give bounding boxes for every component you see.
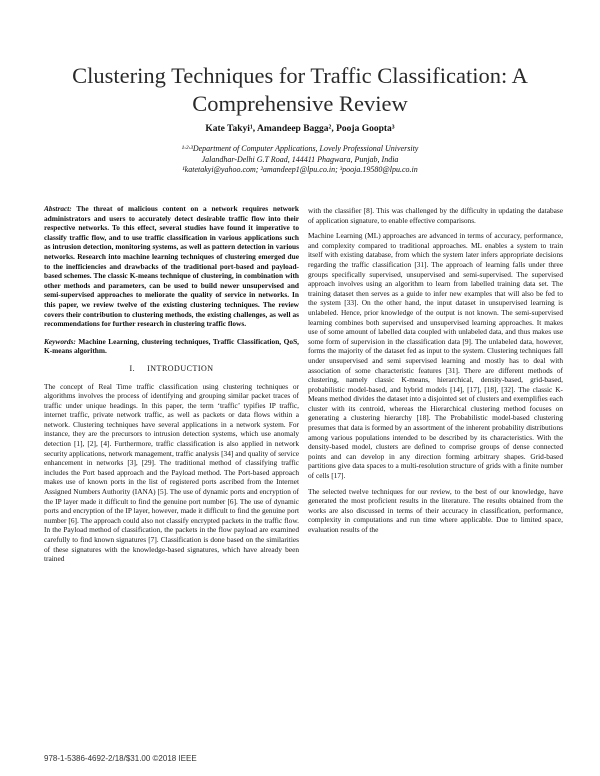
- keywords-label: Keywords:: [44, 336, 76, 346]
- author-emails: ¹katetakyi@yahoo.com; ²amandeep1@lpu.co.in; ³pooja.19580@lpu.co.in: [182, 165, 418, 174]
- right-column: [308, 206, 563, 541]
- section-heading: [44, 364, 299, 374]
- affiliation-line: Jalandhar-Delhi G.T Road, 144411 Phagwara, Punjab, India: [201, 154, 399, 164]
- section-title: INTRODUCTION: [147, 363, 214, 373]
- body-paragraph: with the classifier [8]. This was challenged by the difficulty in updating the database of application signature, to enable effective comparisons.: [308, 206, 563, 225]
- abstract: [44, 204, 299, 329]
- affiliations: [40, 144, 560, 176]
- keywords-text: Machine Learning, clustering techniques, Traffic Classification, QoS, K-means algorithm.: [44, 336, 299, 356]
- affiliation-line: ¹·²·³Department of Computer Applications, Lovely Professional University: [181, 144, 419, 153]
- section-number: I.: [129, 363, 136, 373]
- left-column: [44, 204, 299, 570]
- copyright-footer: 978-1-5386-4692-2/18/$31.00 ©2018 IEEE: [44, 754, 197, 763]
- body-paragraph: The selected twelve techniques for our review, to the best of our knowledge, have generated the most proficient results in the literature. The results obtained from the works are also discussed in terms of their accuracy in classification, performance, complexity in computations and run time where applicable. Due to limited space, evaluation results of the: [308, 486, 563, 534]
- abstract-label: Abstract:: [44, 204, 72, 213]
- abstract-text: The threat of malicious content on a network requires network administrators and users to accurately detect desirable traffic flow into their respective networks. To this effect, several studies have found it imperative to classify traffic flow, and to use traffic classification in various applications such as intrusion detection, monitoring systems, as well as pattern detection in various networks. Research into machine learning techniques of clustering emerged due to the inefficiencies and drawbacks of the traditional port-based and payload-based schemes. The classic K-means technique of clustering, in combination with other methods and parameters, can be used to build newer unsupervised and semi-supervised approaches to meliorate the quality of service in networks. In this paper, we review twelve of the existing clustering techniques. The review covers their contribution to clustering methods, the existing challenges, as well as recommendations for further research in clustering traffic flows.: [44, 204, 299, 329]
- body-paragraph: Machine Learning (ML) approaches are advanced in terms of accuracy, performance, and complexity compared to traditional approaches. ML enables a system to train itself with existing database, from which the system later infers appropriate decisions regarding the traffic classification [31]. The approach of learning falls under three groups specifically supervised, unsupervised and semi-supervised. The supervised approach involves using an algorithm to learn from labelled training data set. The training dataset then serves as a guide to infer new examples that will also be fed to the system [33]. On the other hand, the input dataset in unsupervised learning is unlabeled. Hence, prior knowledge of the output is not known. The semi-supervised learning combines both supervised and unsupervised learning approaches. It makes use of some amount of labelled data coupled with unlabeled data, and thus makes use some form of supervision in the classification data [9]. The unlabeled data, however, forms the majority of the dataset fed as input to the system. Clustering techniques fall under unsupervised and semi supervised learning and mostly has to deal with association of some characteristic features [31]. There are different methods of clustering, namely classic K-means, hierarchical, density-based, grid-based, probabilistic model-based, and hybrid models [14], [17], [18], [32]. The classic K-Means method divides the dataset into a disjointed set of clusters and exemplifies each cluster with its centroid, whereas the Hierarchical clustering method focuses on generating a clustering hierarchy [18]. The Probabilistic model-based clustering presumes that data is formed by an assortment of the inherent probability distributions among various populations intended to be described by its characteristics. With the density-based model, clusters are defined to comprise groups of dense connected points and can develop in any direction forming arbitrary shapes. Grid-based partitions give data spaces to a multi-resolution structure of grids with a finite number of cells [17].: [308, 231, 563, 481]
- body-paragraph: The concept of Real Time traffic classification using clustering techniques or algorithms involves the process of identifying and grouping similar packet traces of traffic under unique headings. In this paper, the term ‘traffic’ typifies IP traffic, internet traffic, private network traffic, as well as packets or data flows within a network. Clustering techniques have several applications in a network system. For instance, they are the precursors to intrusion detection systems, which use anomaly detection [1], [2], [4]. Furthermore, traffic classification is also applied in network security applications, network management, traffic analysis [34] and quality of service enhancement in networks [3], [29]. The traditional method of classifying traffic includes the Port based approach and the Payload method. The Port-based approach makes use of known ports in the list of registered ports ascribed from the Internet Assigned Numbers Authority (IANA) [5]. The use of dynamic ports and encryption of the IP layer made it difficult to find the genuine port number [6]. The use of dynamic ports and encryption of the IP layer, however, made it difficult to find the genuine port number [6]. The approach could also not classify encrypted packets in the traffic flow. In the Payload method of classification, the packets in the flow payload are examined carefully to find known signatures [7]. Classification is done based on the similarities of these signatures with the knowledge-based signatures, which have already been trained: [44, 381, 299, 564]
- author-list: Kate Takyi¹, Amandeep Bagga², Pooja Goopta³: [205, 124, 395, 134]
- paper-title: Clustering Techniques for Traffic Classification: A Comprehensive Review: [72, 63, 528, 116]
- keywords: [44, 337, 299, 356]
